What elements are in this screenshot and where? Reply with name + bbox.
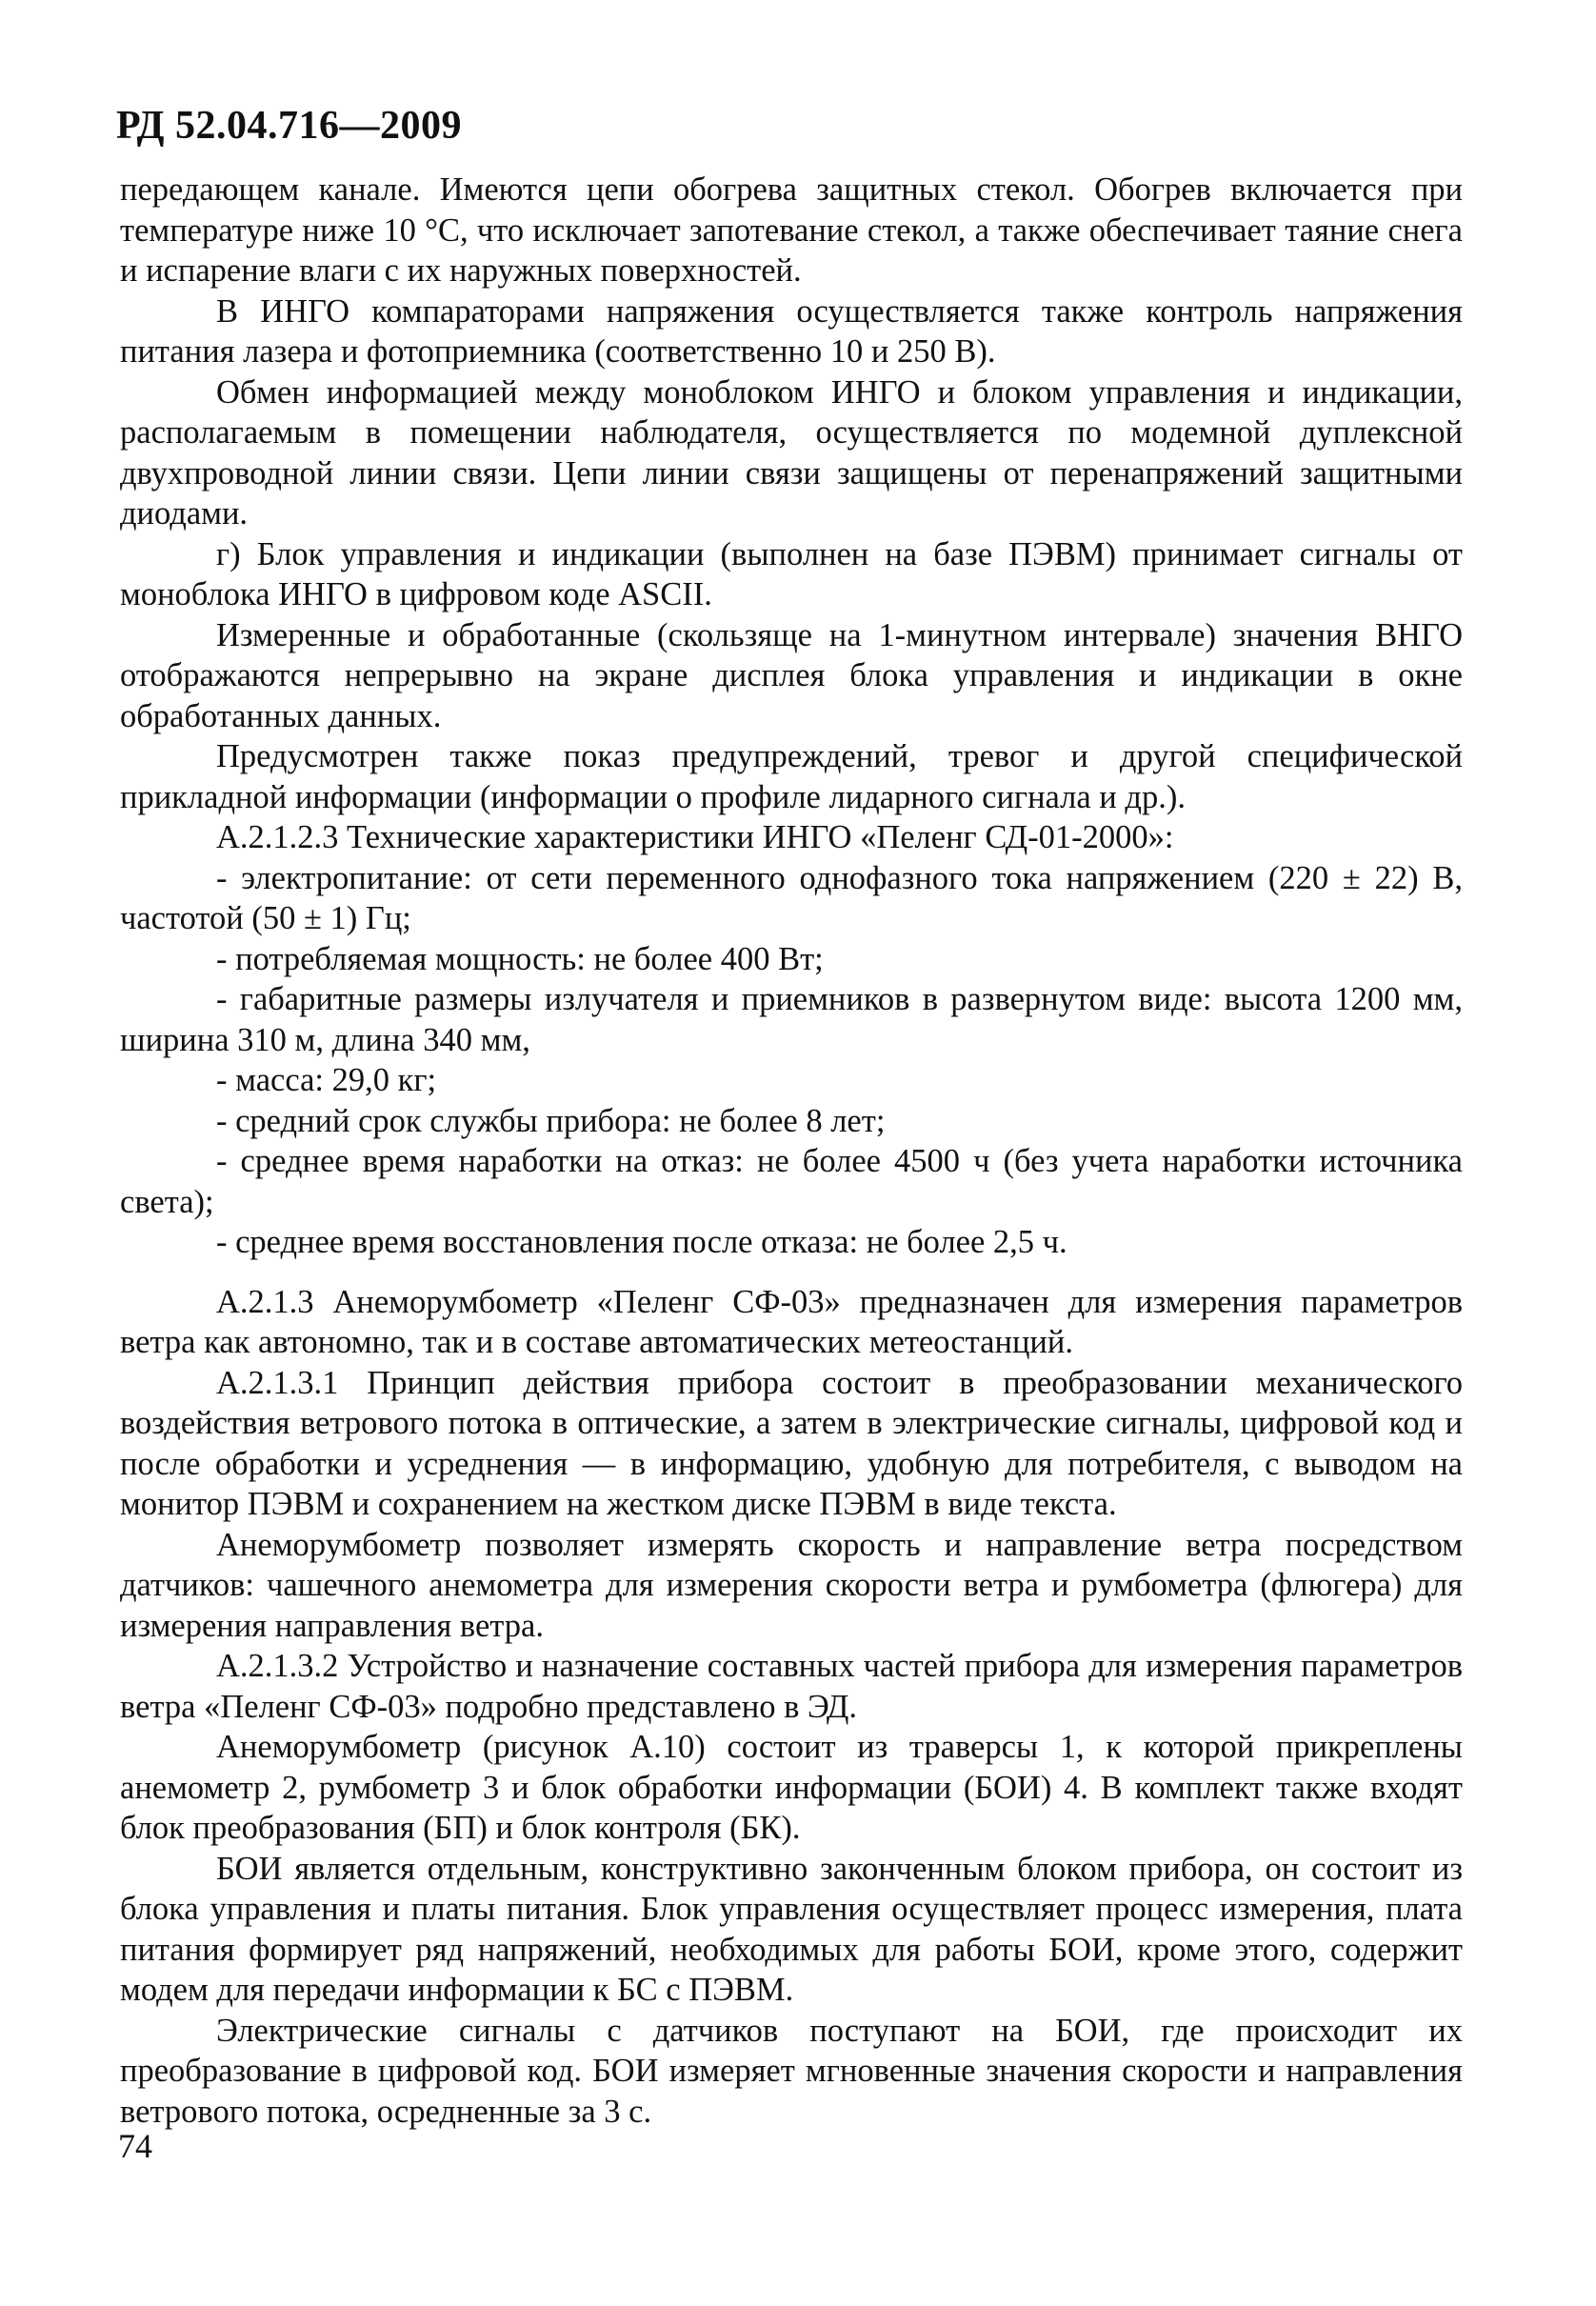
- paragraph: В ИНГО компараторами напряжения осуществляется также контроль напряжения питания лазера и фотоприемника (соответственно 10 и 250 В).: [120, 292, 1463, 370]
- list-item: - габаритные размеры излучателя и приемников в развернутом виде: высота 1200 мм, ширина 310 м, длина 340 мм,: [120, 981, 1463, 1058]
- document-header-code: РД 52.04.716—2009: [116, 104, 463, 148]
- list-item: - средний срок службы прибора: не более 8 лет;: [216, 1102, 886, 1139]
- paragraph: Измеренные и обработанные (скользяще на 1-минутном интервале) значения ВНГО отображаются непрерывно на экране дисплея блока управления и индикации в окне обработанных данных.: [120, 616, 1463, 734]
- page-number: 74: [118, 2127, 152, 2165]
- list-item: - среднее время восстановления после отказа: не более 2,5 ч.: [216, 1224, 1067, 1260]
- section-heading-paragraph: А.2.1.3 Анеморумбометр «Пеленг СФ-03» предназначен для измерения параметров ветра как автономно, так и в составе автоматических метеостанций.: [120, 1283, 1463, 1360]
- paragraph: Обмен информацией между моноблоком ИНГО и блоком управления и индикации, располагаемым в помещении наблюдателя, осуществляется по модемной дуплексной двухпроводной линии связи. Цепи линии связи защищены от перенапряжений защитными диодами.: [120, 373, 1463, 531]
- paragraph: Анеморумбометр позволяет измерять скорость и направление ветра посредством датчиков: чашечного анемометра для измерения скорости ветра и румбометра (флюгера) для измерения направления ветра.: [120, 1526, 1463, 1644]
- paragraph: А.2.1.3.2 Устройство и назначение составных частей прибора для измерения параметров ветра «Пеленг СФ-03» подробно представлено в ЭД.: [120, 1648, 1463, 1725]
- paragraph: Анеморумбометр (рисунок А.10) состоит из траверсы 1, к которой прикреплены анемометр 2, румбометр 3 и блок обработки информации (БОИ) 4. В комплект также входят блок преобразования (БП) и блок контроля (БК).: [120, 1729, 1463, 1846]
- section-heading-paragraph: А.2.1.2.3 Технические характеристики ИНГО «Пеленг СД-01-2000»:: [216, 819, 1174, 855]
- document-body: [120, 170, 1463, 2132]
- list-item: - масса: 29,0 кг;: [216, 1062, 437, 1098]
- paragraph: г) Блок управления и индикации (выполнен на базе ПЭВМ) принимает сигналы от моноблока ИНГО в цифровом коде ASCII.: [120, 535, 1463, 612]
- list-item: - потребляемая мощность: не более 400 Вт;: [216, 940, 824, 977]
- list-item: - среднее время наработки на отказ: не более 4500 ч (без учета наработки источника света);: [120, 1143, 1463, 1220]
- paragraph: Электрические сигналы с датчиков поступают на БОИ, где происходит их преобразование в цифровой код. БОИ измеряет мгновенные значения скорости и направления ветрового потока, осредненные за 3 с.: [120, 2012, 1463, 2130]
- list-item: - электропитание: от сети переменного однофазного тока напряжением (220 ± 22) В, частотой (50 ± 1) Гц;: [120, 859, 1463, 936]
- paragraph: А.2.1.3.1 Принцип действия прибора состоит в преобразовании механического воздействия ветрового потока в оптические, а затем в электрические сигналы, цифровой код и после обработки и усреднения — в информацию, удобную для потребителя, с выводом на монитор ПЭВМ и сохранением на жестком диске ПЭВМ в виде текста.: [120, 1364, 1463, 1522]
- paragraph: Предусмотрен также показ предупреждений, тревог и другой специфической прикладной информации (информации о профиле лидарного сигнала и др.).: [120, 738, 1463, 815]
- paragraph-continuation: передающем канале. Имеются цепи обогрева защитных стекол. Обогрев включается при температуре ниже 10 °С, что исключает запотевание стекол, а также обеспечивает таяние снега и испарение влаги с их наружных поверхностей.: [120, 171, 1463, 289]
- paragraph: БОИ является отдельным, конструктивно законченным блоком прибора, он состоит из блока управления и платы питания. Блок управления осуществляет процесс измерения, плата питания формирует ряд напряжений, необходимых для работы БОИ, кроме этого, содержит модем для передачи информации к БС с ПЭВМ.: [120, 1850, 1463, 2008]
